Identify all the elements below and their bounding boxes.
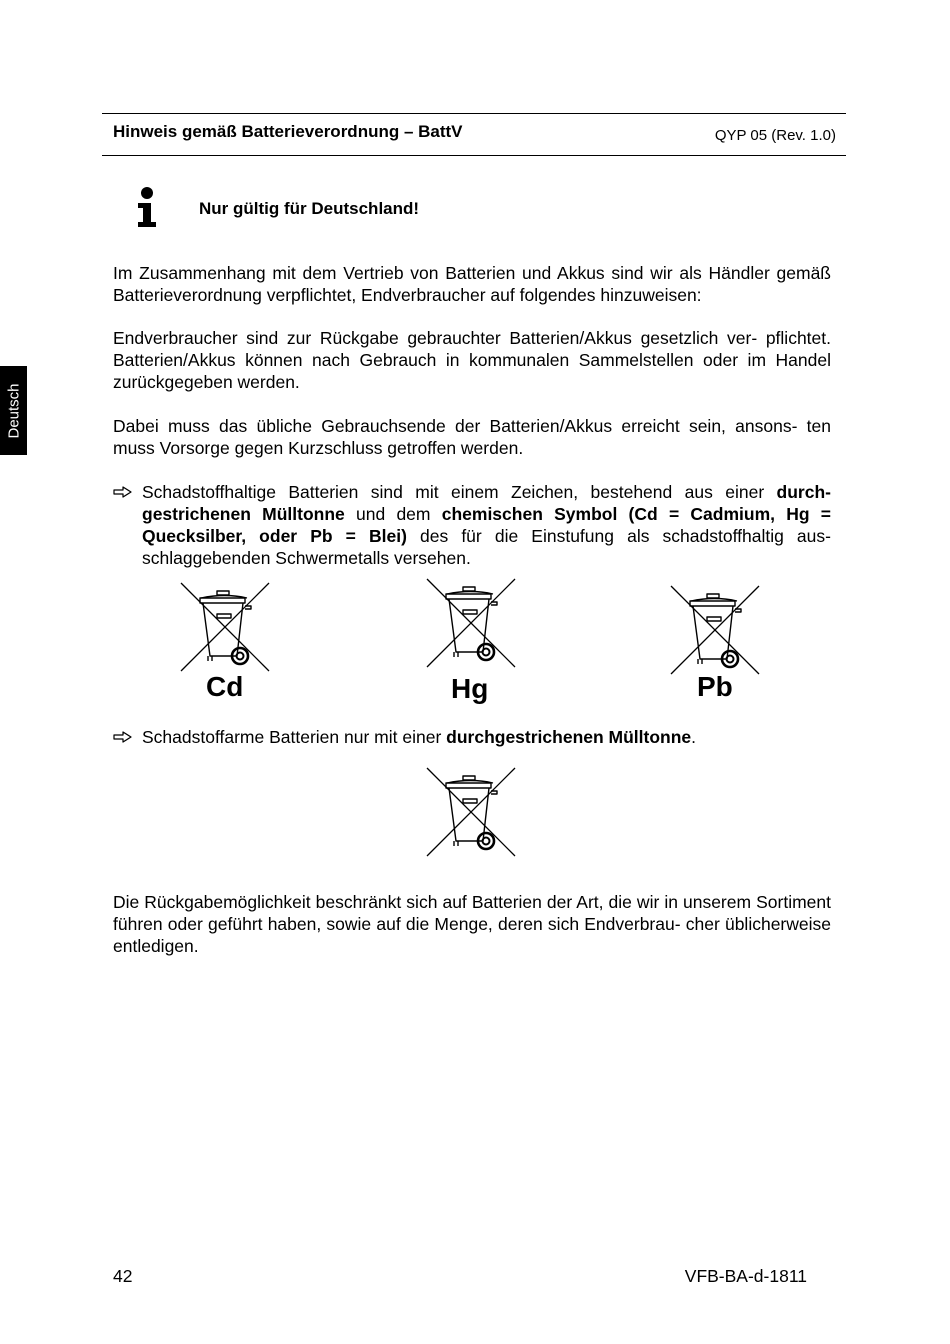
footer-doc-code: VFB-BA-d-1811: [684, 1266, 807, 1286]
language-side-tab: [0, 366, 27, 455]
bullet-hazardous-batteries: Schadstoffhaltige Batterien sind mit einem Zeichen, bestehend aus einer durch- gestrichenen Mülltonne und dem chemischen Symbol (Cd = Cadmium, Hg = Quecksilber, oder Pb = Blei) des für die Einstufung als schadstoffhaltig aus- schlaggebenden Schwermetalls versehen.: [142, 482, 832, 568]
header-bottom-rule: [102, 155, 846, 156]
paragraph-short-circuit: Dabei muss das übliche Gebrauchsende der Batterien/Akkus erreicht sein, ansons- ten muss Vorsorge gegen Kurzschluss getroffen werden.: [113, 416, 831, 458]
notice-text: Nur gültig für Deutschland!: [199, 199, 420, 218]
arrow-right-icon: [113, 731, 133, 743]
crossed-bin-icon: [425, 766, 517, 858]
info-icon: [134, 186, 160, 228]
side-tab-label: Deutsch: [5, 382, 22, 439]
crossed-bin-icon: [179, 581, 271, 673]
page-number: 42: [113, 1266, 133, 1286]
symbol-label-pb: Pb: [697, 671, 733, 702]
header-doc-ref: QYP 05 (Rev. 1.0): [714, 127, 836, 144]
symbol-label-cd: Cd: [206, 671, 244, 702]
crossed-bin-icon: [669, 584, 761, 676]
bullet-low-pollutant-batteries: Schadstoffarme Batterien nur mit einer durchgestrichenen Mülltonne.: [142, 727, 697, 747]
header-title: Hinweis gemäß Batterieverordnung – BattV: [113, 122, 463, 141]
paragraph-intro: Im Zusammenhang mit dem Vertrieb von Batterien und Akkus sind wir als Händler gemäß Batterieverordnung verpflichtet, Endverbraucher auf folgendes hinzuweisen:: [113, 263, 831, 305]
header-top-rule: [102, 113, 846, 114]
crossed-bin-icon: [425, 577, 517, 669]
symbol-label-hg: Hg: [451, 673, 489, 704]
paragraph-closing: Die Rückgabemöglichkeit beschränkt sich auf Batterien der Art, die wir in unserem Sortiment führen oder geführt haben, sowie auf die Menge, deren sich Endverbrau- cher üblicherweise entledigen.: [113, 892, 831, 956]
arrow-right-icon: [113, 486, 133, 498]
paragraph-return-obligation: Endverbraucher sind zur Rückgabe gebrauchter Batterien/Akkus gesetzlich ver- pflichtet. Batterien/Akkus können nach Gebrauch in kommunalen Sammelstellen oder im Handel zurückgegeben werden.: [113, 328, 831, 392]
